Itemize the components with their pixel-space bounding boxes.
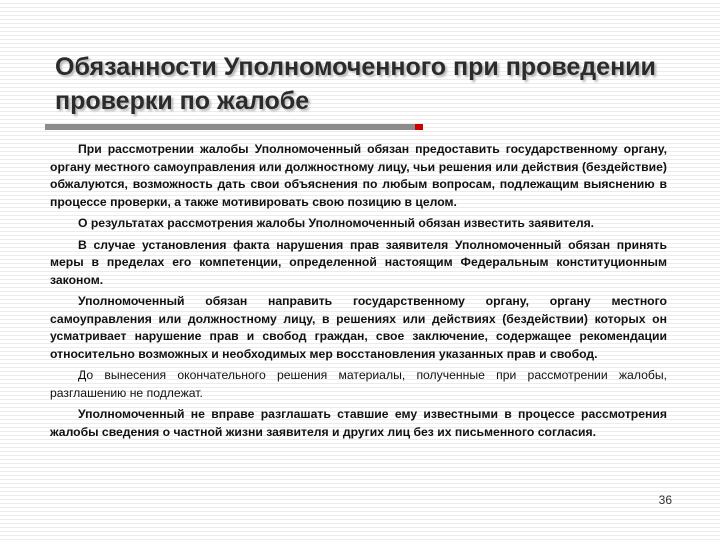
slide-title: Обязанности Уполномоченного при проведении проверки по жалобе	[55, 53, 656, 115]
paragraph-send-conclusion: Уполномоченный обязан направить государственному органу, органу местного самоуправления или должностному лицу, в решениях или действиях (бездействии) которых он усматривает нарушение прав и свобод граждан, свое заключение, содержащее рекомендации относительно возможных и необходимых мер восстановления указанных прав и свобод.	[50, 294, 667, 361]
slide-body	[50, 141, 667, 445]
paragraph-take-measures: В случае установления факта нарушения прав заявителя Уполномоченный обязан принять меры в пределах его компетенции, определенной настоящим Федеральным конституционным законом.	[50, 237, 667, 287]
paragraph-confidential-materials: До вынесения окончательного решения материалы, полученные при рассмотрении жалобы, разглашению не подлежат.	[50, 368, 667, 400]
page-number: 36	[658, 493, 672, 507]
paragraph-notify-applicant: О результатах рассмотрения жалобы Уполномоченный обязан известить заявителя.	[78, 216, 595, 230]
paragraph-privacy: Уполномоченный не вправе разглашать ставшие ему известными в процессе рассмотрения жалобы сведения о частной жизни заявителя и других лиц без их письменного согласия.	[50, 407, 667, 439]
paragraph-explanations: При рассмотрении жалобы Уполномоченный обязан предоставить государственному органу, органу местного самоуправления или должностному лицу, чьи решения или действия (бездействие) обжалуются, возможность дать свои объяснения по любым вопросам, подлежащим выяснению в процессе проверки, а также мотивировать свою позицию в целом.	[50, 142, 667, 209]
title-underline-accent	[415, 124, 423, 130]
title-underline	[45, 124, 415, 130]
